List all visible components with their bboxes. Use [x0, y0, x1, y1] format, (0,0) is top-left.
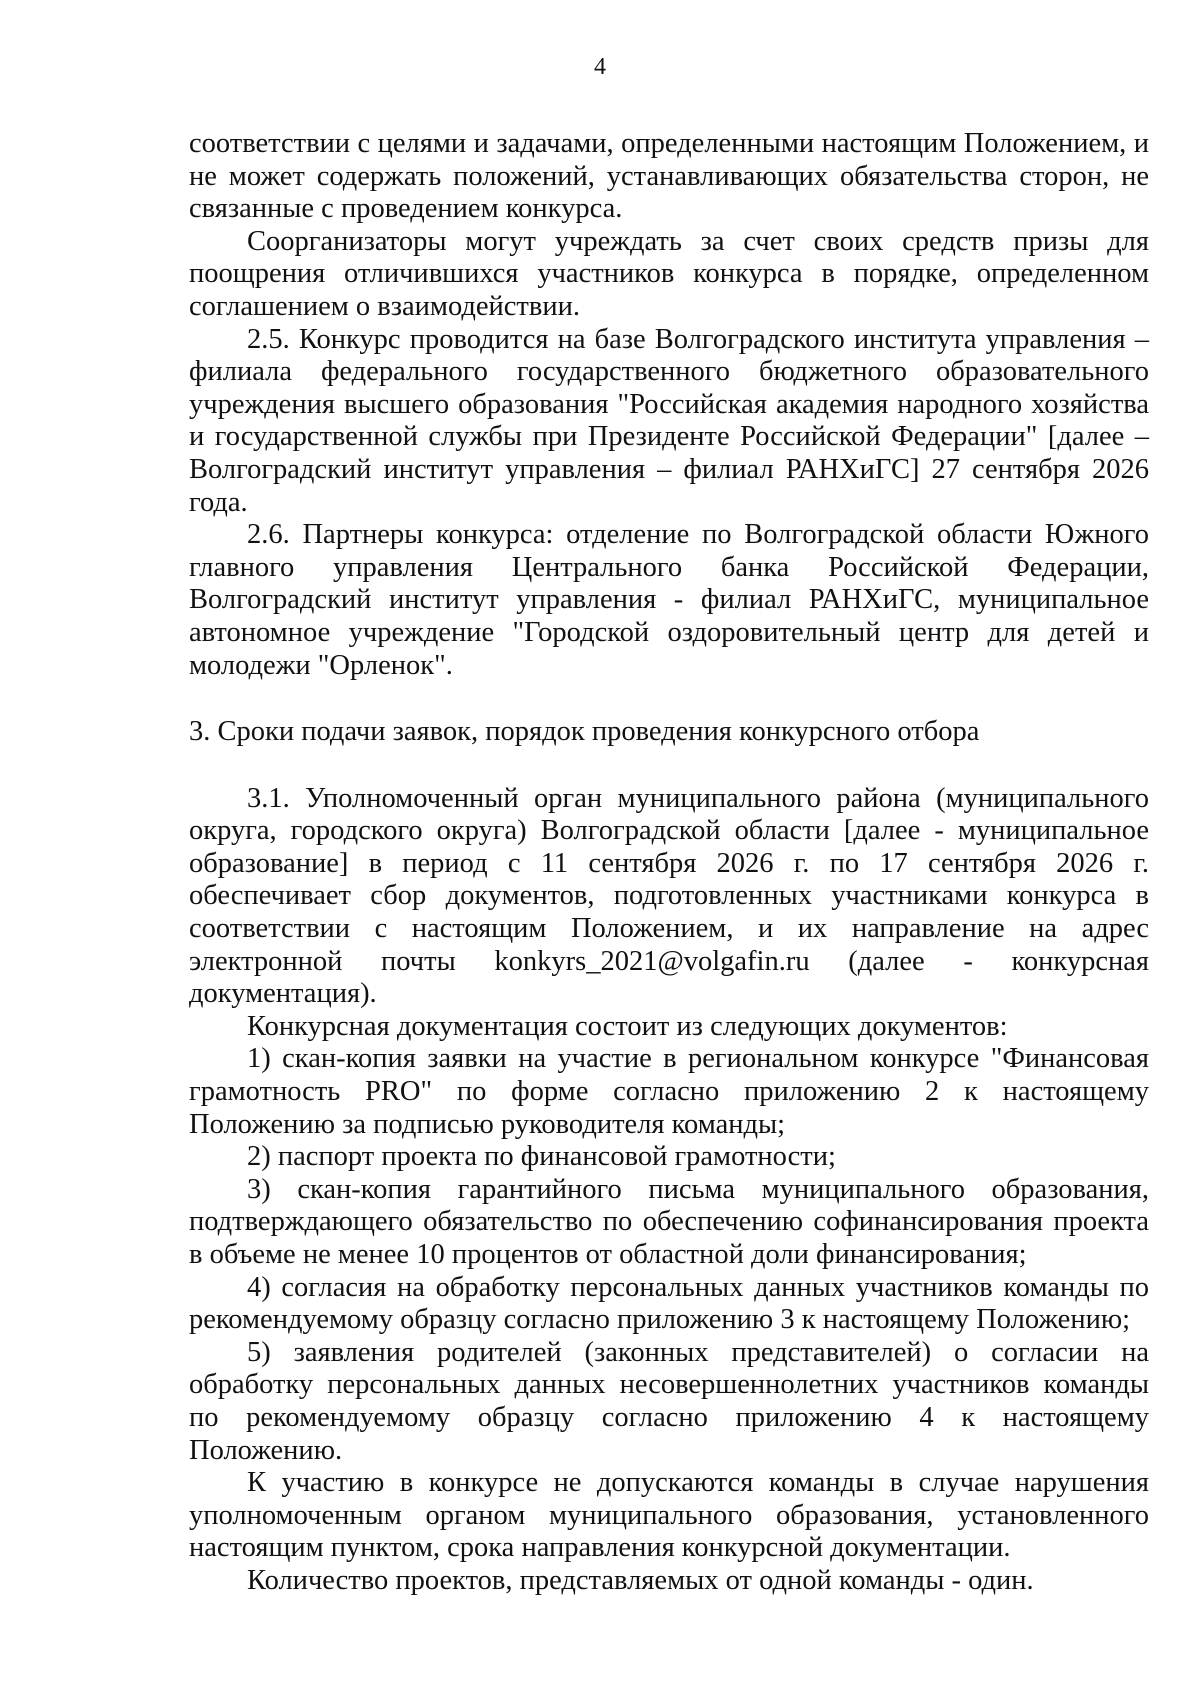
paragraph-documentation-intro: Конкурсная документация состоит из следующих документов: — [247, 1010, 1008, 1042]
paragraph-3-1-authorized-body: 3.1. Уполномоченный орган муниципального района (муниципального округа, городского округа) Волгоградской области [далее - муниципальное образование] в период с 11 сентября 2026 г. по 17 сентября 2026 г. обеспечивает сбор документов, подготовленных участниками конкурса в соответствии с настоящим Положением, и их направление на адрес электронной почты konkyrs_2021@volgafin.ru (далее - конкурсная документация). — [189, 782, 1149, 1010]
paragraph-exclusion-rule: К участию в конкурсе не допускаются команды в случае нарушения уполномоченным органом муниципального образования, установленного настоящим пунктом, срока направления конкурсной документации. — [189, 1467, 1149, 1564]
list-item-1-application-scan: 1) скан-копия заявки на участие в региональном конкурсе "Финансовая грамотность PRO" по форме согласно приложению 2 к настоящему Положению за подписью руководителя команды; — [189, 1043, 1149, 1140]
list-item-3-guarantee-letter: 3) скан-копия гарантийного письма муниципального образования, подтверждающего обязательство по обеспечению софинансирования проекта в объеме не менее 10 процентов от областной доли финансирования; — [189, 1173, 1149, 1270]
paragraph-2-6-partners: 2.6. Партнеры конкурса: отделение по Волгоградской области Южного главного управления Центрального банка Российской Федерации, Волгоградский институт управления - филиал РАНХиГС, муниципальное автономное учреждение "Городской оздоровительный центр для детей и молодежи "Орленок". — [189, 519, 1149, 681]
paragraph-agreement-continuation: соответствии с целями и задачами, определенными настоящим Положением, и не может содержать положений, устанавливающих обязательства сторон, не связанные с проведением конкурса. — [189, 128, 1149, 225]
page-number: 4 — [594, 54, 606, 80]
list-item-2-project-passport: 2) паспорт проекта по финансовой грамотности; — [247, 1141, 836, 1173]
paragraph-co-organizers-prizes: Соорганизаторы могут учреждать за счет своих средств призы для поощрения отличившихся участников конкурса в порядке, определенном соглашением о взаимодействии. — [189, 225, 1149, 322]
document-body — [189, 128, 1149, 1598]
list-item-4-data-consent: 4) согласия на обработку персональных данных участников команды по рекомендуемому образцу согласно приложению 3 к настоящему Положению; — [189, 1271, 1149, 1336]
list-item-5-parent-statements: 5) заявления родителей (законных представителей) о согласии на обработку персональных данных несовершеннолетних участников команды по рекомендуемому образцу согласно приложению 4 к настоящему Положению. — [189, 1336, 1149, 1466]
section-3-heading: 3. Сроки подачи заявок, порядок проведения конкурсного отбора — [189, 716, 980, 748]
paragraph-projects-per-team: Количество проектов, представляемых от одной команды - один. — [247, 1564, 1034, 1596]
paragraph-2-5-venue: 2.5. Конкурс проводится на базе Волгоградского института управления – филиала федерального государственного бюджетного образовательного учреждения высшего образования "Российская академия народного хозяйства и государственной службы при Президенте Российской Федерации" [далее – Волгоградский институт управления – филиал РАНХиГС] 27 сентября 2026 года. — [189, 323, 1149, 518]
